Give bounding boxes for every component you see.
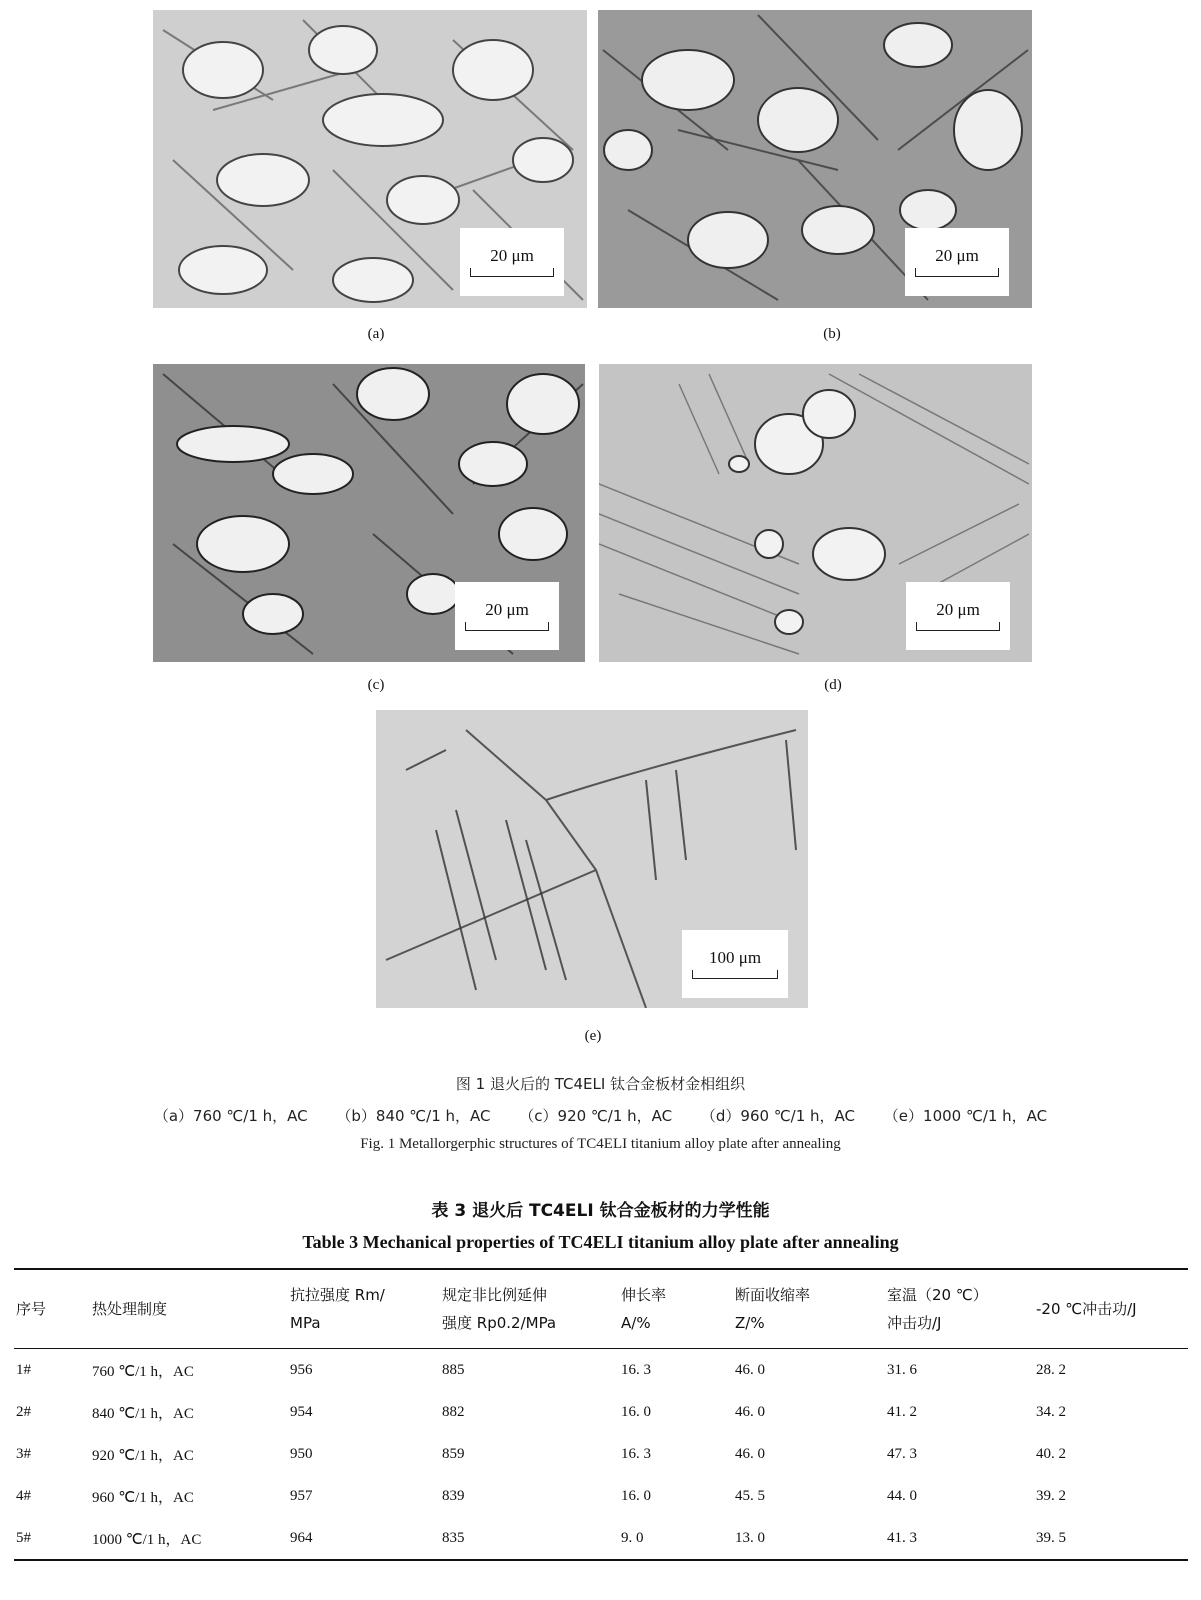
cell-no: 1# xyxy=(16,1361,31,1378)
table-row xyxy=(14,1391,1188,1433)
cell-rt: 41. 2 xyxy=(887,1403,917,1420)
scale-bar-e xyxy=(682,930,788,998)
header-tensile-strength xyxy=(288,1269,440,1349)
cell-treatment: 1000 ℃/1 h，AC xyxy=(92,1531,202,1548)
cell-low: 34. 2 xyxy=(1036,1403,1066,1420)
header-rm-line1: 抗拉强度 Rm/ xyxy=(290,1286,385,1304)
cell-a: 16. 3 xyxy=(621,1445,651,1462)
header-rt-line2: 冲击功/J xyxy=(887,1314,942,1332)
cell-rp: 859 xyxy=(442,1445,465,1462)
cell-rt: 31. 6 xyxy=(887,1361,917,1378)
scale-line-a xyxy=(470,268,554,277)
header-yield-strength xyxy=(440,1269,619,1349)
header-rt-line1: 室温（20 ℃） xyxy=(887,1286,988,1304)
header-z-line1: 断面收缩率 xyxy=(735,1286,811,1304)
header-low-temp-impact: -20 ℃冲击功/J xyxy=(1036,1300,1137,1318)
cell-rt: 41. 3 xyxy=(887,1529,917,1546)
scale-bar-a xyxy=(460,228,564,296)
subcaption-a: （a）760 ℃/1 h，AC xyxy=(153,1107,308,1125)
table-row xyxy=(14,1517,1188,1560)
cell-treatment: 920 ℃/1 h，AC xyxy=(92,1447,194,1464)
scale-label-b: 20 μm xyxy=(935,246,979,265)
subcaption-e: （e）1000 ℃/1 h，AC xyxy=(883,1107,1048,1125)
cell-no: 5# xyxy=(16,1529,31,1546)
cell-no: 4# xyxy=(16,1487,31,1504)
cell-no: 2# xyxy=(16,1403,31,1420)
subcaption-c: （c）920 ℃/1 h，AC xyxy=(519,1107,673,1125)
micrograph-a xyxy=(153,10,587,308)
cell-z: 13. 0 xyxy=(735,1529,765,1546)
cell-rm: 954 xyxy=(290,1403,313,1420)
micrograph-c xyxy=(153,364,585,662)
cell-low: 40. 2 xyxy=(1036,1445,1066,1462)
panel-label-c: (c) xyxy=(367,677,385,693)
cell-a: 9. 0 xyxy=(621,1529,644,1546)
header-rp-line1: 规定非比例延伸 xyxy=(442,1286,548,1304)
scale-bar-b xyxy=(905,228,1009,296)
cell-rp: 882 xyxy=(442,1403,465,1420)
cell-z: 46. 0 xyxy=(735,1445,765,1462)
header-rp-line2: 强度 Rp0.2/MPa xyxy=(442,1314,557,1332)
figure-caption-cn: 图 1 退火后的 TC4ELI 钛合金板材金相组织 xyxy=(455,1075,746,1093)
table-row xyxy=(14,1349,1188,1392)
micrograph-d xyxy=(599,364,1032,662)
mechanical-properties-table xyxy=(14,1268,1188,1561)
micrograph-e xyxy=(376,710,808,1008)
cell-treatment: 960 ℃/1 h，AC xyxy=(92,1489,194,1506)
cell-rp: 835 xyxy=(442,1529,465,1546)
cell-rp: 839 xyxy=(442,1487,465,1504)
header-treatment: 热处理制度 xyxy=(92,1300,168,1318)
header-a-line2: A/% xyxy=(621,1314,651,1332)
panel-label-b: (b) xyxy=(823,326,841,342)
cell-z: 46. 0 xyxy=(735,1361,765,1378)
cell-treatment: 840 ℃/1 h，AC xyxy=(92,1405,194,1422)
scale-bar-d xyxy=(906,582,1010,650)
header-rm-line2: MPa xyxy=(290,1314,321,1332)
table-title-cn: 表 3 退火后 TC4ELI 钛合金板材的力学性能 xyxy=(431,1201,770,1221)
scale-line-c xyxy=(465,622,549,631)
subcaption-b: （b）840 ℃/1 h，AC xyxy=(336,1107,491,1125)
cell-a: 16. 3 xyxy=(621,1361,651,1378)
table-title-en: Table 3 Mechanical properties of TC4ELI titanium alloy plate after annealing xyxy=(302,1232,899,1252)
table-row xyxy=(14,1475,1188,1517)
cell-rt: 44. 0 xyxy=(887,1487,917,1504)
cell-rm: 957 xyxy=(290,1487,313,1504)
table-header-row xyxy=(14,1269,1188,1349)
cell-treatment: 760 ℃/1 h，AC xyxy=(92,1363,194,1380)
cell-rt: 47. 3 xyxy=(887,1445,917,1462)
header-room-temp-impact xyxy=(885,1269,1034,1349)
header-reduction-of-area xyxy=(733,1269,885,1349)
cell-rp: 885 xyxy=(442,1361,465,1378)
scale-line-b xyxy=(915,268,999,277)
scale-label-c: 20 μm xyxy=(485,600,529,619)
scale-label-e: 100 μm xyxy=(708,948,762,967)
scale-line-e xyxy=(692,970,778,979)
cell-low: 39. 2 xyxy=(1036,1487,1066,1504)
panel-label-a: (a) xyxy=(367,326,385,342)
scale-label-a: 20 μm xyxy=(490,246,534,265)
cell-z: 46. 0 xyxy=(735,1403,765,1420)
scale-bar-c xyxy=(455,582,559,650)
panel-label-d: (d) xyxy=(824,677,842,693)
table-row xyxy=(14,1433,1188,1475)
cell-z: 45. 5 xyxy=(735,1487,765,1504)
figure-subcaptions xyxy=(0,1105,1201,1126)
header-a-line1: 伸长率 xyxy=(621,1286,667,1304)
micrograph-b xyxy=(598,10,1032,308)
cell-a: 16. 0 xyxy=(621,1403,651,1420)
cell-rm: 964 xyxy=(290,1529,313,1546)
cell-low: 39. 5 xyxy=(1036,1529,1066,1546)
cell-rm: 950 xyxy=(290,1445,313,1462)
cell-a: 16. 0 xyxy=(621,1487,651,1504)
figure-caption-en: Fig. 1 Metallorgerphic structures of TC4ELI titanium alloy plate after annealing xyxy=(360,1136,841,1152)
header-elongation xyxy=(619,1269,733,1349)
subcaption-d: （d）960 ℃/1 h，AC xyxy=(700,1107,856,1125)
cell-no: 3# xyxy=(16,1445,31,1462)
cell-low: 28. 2 xyxy=(1036,1361,1066,1378)
scale-line-d xyxy=(916,622,1000,631)
scale-label-d: 20 μm xyxy=(936,600,980,619)
header-no: 序号 xyxy=(16,1300,47,1318)
cell-rm: 956 xyxy=(290,1361,313,1378)
panel-label-e: (e) xyxy=(584,1028,602,1044)
header-z-line2: Z/% xyxy=(735,1314,765,1332)
